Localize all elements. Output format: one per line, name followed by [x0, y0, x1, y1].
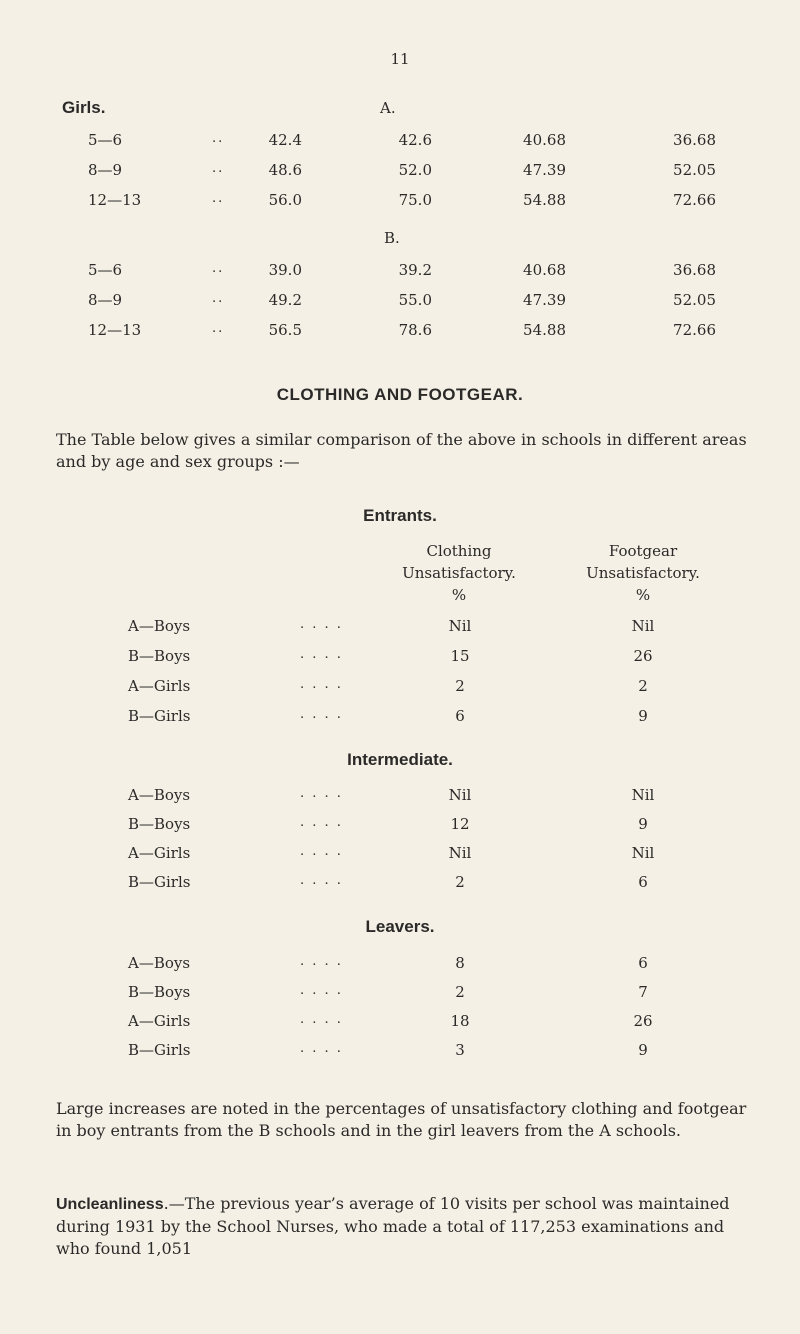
row-label: B—Boys	[128, 983, 191, 1001]
clothing-value: Nil	[448, 786, 472, 804]
column-header-line: Unsatisfactory.	[402, 564, 516, 582]
value-cell: 72.66	[673, 191, 716, 209]
leader-dots: . . . .	[300, 1041, 343, 1056]
value-cell: 48.6	[268, 161, 302, 179]
value-cell: 39.0	[268, 261, 302, 279]
row-label: A—Girls	[128, 1012, 191, 1030]
leader-dots: . . . .	[300, 617, 343, 632]
row-label: A—Boys	[128, 617, 191, 635]
value-cell: 72.66	[673, 321, 716, 339]
column-header-line: Footgear	[608, 542, 678, 560]
clothing-column-header	[384, 540, 534, 606]
leader-dots: . . . .	[300, 1012, 343, 1027]
age-label: 5—6	[88, 131, 123, 149]
value-cell: 40.68	[523, 261, 566, 279]
subsection-title-intermediate: Intermediate.	[347, 750, 453, 769]
value-cell: 42.6	[398, 131, 432, 149]
girls-table-heading: Girls.	[62, 98, 106, 117]
leader-dots: . . . .	[300, 815, 343, 830]
age-label: 8—9	[88, 161, 123, 179]
value-cell: 75.0	[398, 191, 432, 209]
value-cell: 36.68	[673, 261, 716, 279]
clothing-value: 8	[455, 954, 465, 972]
value-cell: 49.2	[268, 291, 302, 309]
leader-dots: ..	[212, 161, 225, 176]
clothing-value: Nil	[448, 617, 472, 635]
row-label: A—Girls	[128, 844, 191, 862]
clothing-value: 12	[450, 815, 470, 833]
value-cell: 52.05	[673, 291, 716, 309]
footgear-value: 6	[638, 873, 648, 891]
clothing-value: Nil	[448, 844, 472, 862]
value-cell: 56.0	[268, 191, 302, 209]
clothing-value: 2	[455, 677, 465, 695]
leader-dots: . . . .	[300, 983, 343, 998]
uncleanliness-text: .—The previous year’s average of 10 visits per school was maintained during 1931 by the School Nurses, who made a total of 117,253 examinations and who found 1,051	[56, 1194, 730, 1258]
age-label: 5—6	[88, 261, 123, 279]
clothing-value: 15	[450, 647, 470, 665]
intro-paragraph: The Table below gives a similar comparison of the above in schools in different areas and by age and sex groups :—	[56, 430, 747, 471]
column-header-line: Clothing	[426, 542, 492, 560]
clothing-value: 2	[455, 983, 465, 1001]
footgear-value: 6	[638, 954, 648, 972]
value-cell: 40.68	[523, 131, 566, 149]
value-cell: 52.0	[398, 161, 432, 179]
leader-dots: ..	[212, 131, 225, 146]
uncleanliness-paragraph	[56, 1193, 748, 1260]
value-cell: 54.88	[523, 191, 566, 209]
value-cell: 36.68	[673, 131, 716, 149]
unit-label: %	[451, 586, 467, 604]
row-label: A—Boys	[128, 954, 191, 972]
value-cell: 42.4	[268, 131, 302, 149]
section-heading: CLOTHING AND FOOTGEAR.	[276, 385, 524, 404]
footgear-value: 2	[638, 677, 648, 695]
row-label: B—Boys	[128, 815, 191, 833]
value-cell: 54.88	[523, 321, 566, 339]
conclusion-paragraph: Large increases are noted in the percentages of unsatisfactory clothing and footgear in boy entrants from the B schools and in the girl leavers from the A schools.	[56, 1099, 747, 1140]
row-label: B—Girls	[128, 1041, 191, 1059]
row-label: B—Girls	[128, 707, 191, 725]
uncleanliness-title: Uncleanliness	[56, 1196, 164, 1213]
row-label: A—Girls	[128, 677, 191, 695]
page-number: 11	[390, 50, 410, 68]
value-cell: 47.39	[523, 291, 566, 309]
leader-dots: . . . .	[300, 954, 343, 969]
value-cell: 56.5	[268, 321, 302, 339]
value-cell: 52.05	[673, 161, 716, 179]
age-label: 12—13	[88, 191, 142, 209]
row-label: A—Boys	[128, 786, 191, 804]
value-cell: 78.6	[398, 321, 432, 339]
clothing-value: 6	[455, 707, 465, 725]
footgear-value: 26	[633, 1012, 653, 1030]
footgear-value: 9	[638, 815, 648, 833]
leader-dots: . . . .	[300, 647, 343, 662]
footgear-value: 9	[638, 1041, 648, 1059]
value-cell: 47.39	[523, 161, 566, 179]
row-label: B—Girls	[128, 873, 191, 891]
value-cell: 39.2	[398, 261, 432, 279]
footgear-value: 26	[633, 647, 653, 665]
footgear-value: Nil	[631, 617, 655, 635]
leader-dots: ..	[212, 291, 225, 306]
value-cell: 55.0	[398, 291, 432, 309]
clothing-value: 3	[455, 1041, 465, 1059]
leader-dots: . . . .	[300, 786, 343, 801]
footgear-value: 9	[638, 707, 648, 725]
unit-label: %	[635, 586, 651, 604]
clothing-value: 2	[455, 873, 465, 891]
subsection-title-entrants: Entrants.	[363, 506, 437, 525]
group-b-label: B.	[384, 229, 400, 247]
leader-dots: ..	[212, 261, 225, 276]
leader-dots: . . . .	[300, 677, 343, 692]
age-label: 12—13	[88, 321, 142, 339]
leader-dots: ..	[212, 321, 225, 336]
row-label: B—Boys	[128, 647, 191, 665]
footgear-value: 7	[638, 983, 648, 1001]
subsection-title-leavers: Leavers.	[365, 917, 435, 936]
leader-dots: . . . .	[300, 844, 343, 859]
footgear-value: Nil	[631, 844, 655, 862]
column-header-line: Unsatisfactory.	[586, 564, 700, 582]
clothing-value: 18	[450, 1012, 470, 1030]
footgear-value: Nil	[631, 786, 655, 804]
age-label: 8—9	[88, 291, 123, 309]
leader-dots: . . . .	[300, 707, 343, 722]
group-a-label: A.	[380, 99, 396, 117]
leader-dots: . . . .	[300, 873, 343, 888]
leader-dots: ..	[212, 191, 225, 206]
footgear-column-header	[568, 540, 718, 606]
